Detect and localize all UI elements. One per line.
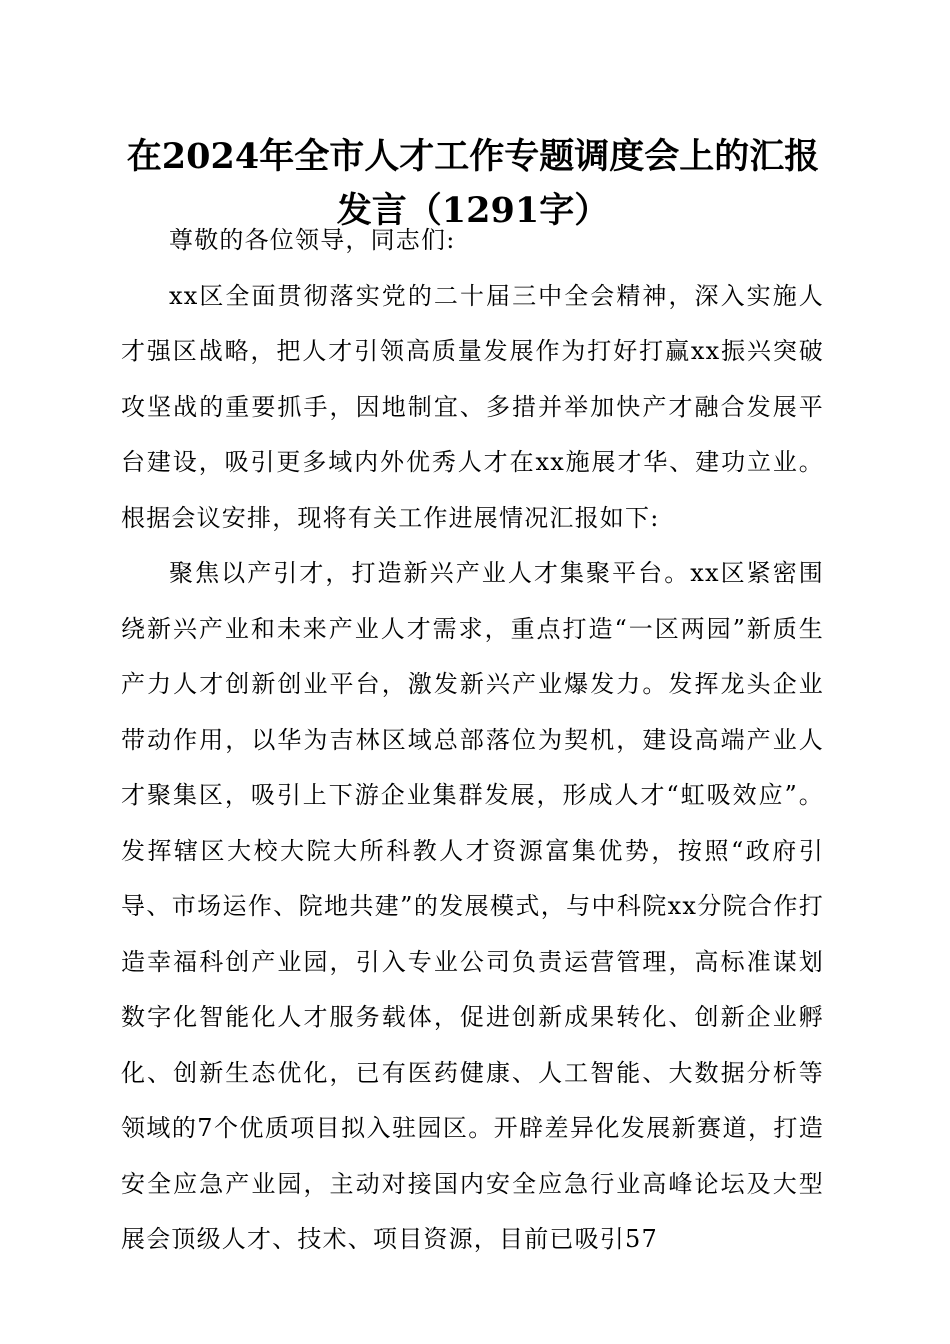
title-line-1: 在2024年全市人才工作专题调度会上的汇报: [126, 136, 820, 177]
paragraph-industry-platform: 聚焦以产引才，打造新兴产业人才集聚平台。xx区紧密围绕新兴产业和未来产业人才需求，重点打造“一区两园”新质生产力人才创新创业平台，激发新兴产业爆发力。发挥龙头企业带动作用，以华为吉林区域总部落位为契机，建设高端产业人才聚集区，吸引上下游企业集群发展，形成人才“虹吸效应”。发挥辖区大校大院大所科教人才资源富集优势，按照“政府引导、市场运作、院地共建”的发展模式，与中科院xx分院合作打造幸福科创产业园，引入专业公司负责运营管理，高标准谋划数字化智能化人才服务载体，促进创新成果转化、创新企业孵化、创新生态优化，已有医药健康、人工智能、大数据分析等领域的7个优质项目拟入驻园区。开辟差异化发展新赛道，打造安全应急产业园，主动对接国内安全应急行业高峰论坛及大型展会顶级人才、技术、项目资源，目前已吸引57: [121, 559, 824, 1253]
salutation: 尊敬的各位领导，同志们:: [169, 226, 456, 254]
paragraph-intro: xx区全面贯彻落实党的二十届三中全会精神，深入实施人才强区战略，把人才引领高质量发展作为打好打赢xx振兴突破攻坚战的重要抓手，因地制宜、多措并举加快产才融合发展平台建设，吸引更多域内外优秀人才在xx施展才华、建功立业。根据会议安排，现将有关工作进展情况汇报如下:: [121, 281, 824, 532]
document-body: [121, 213, 824, 1268]
title-line-2: 发言（1291字）: [336, 190, 610, 231]
